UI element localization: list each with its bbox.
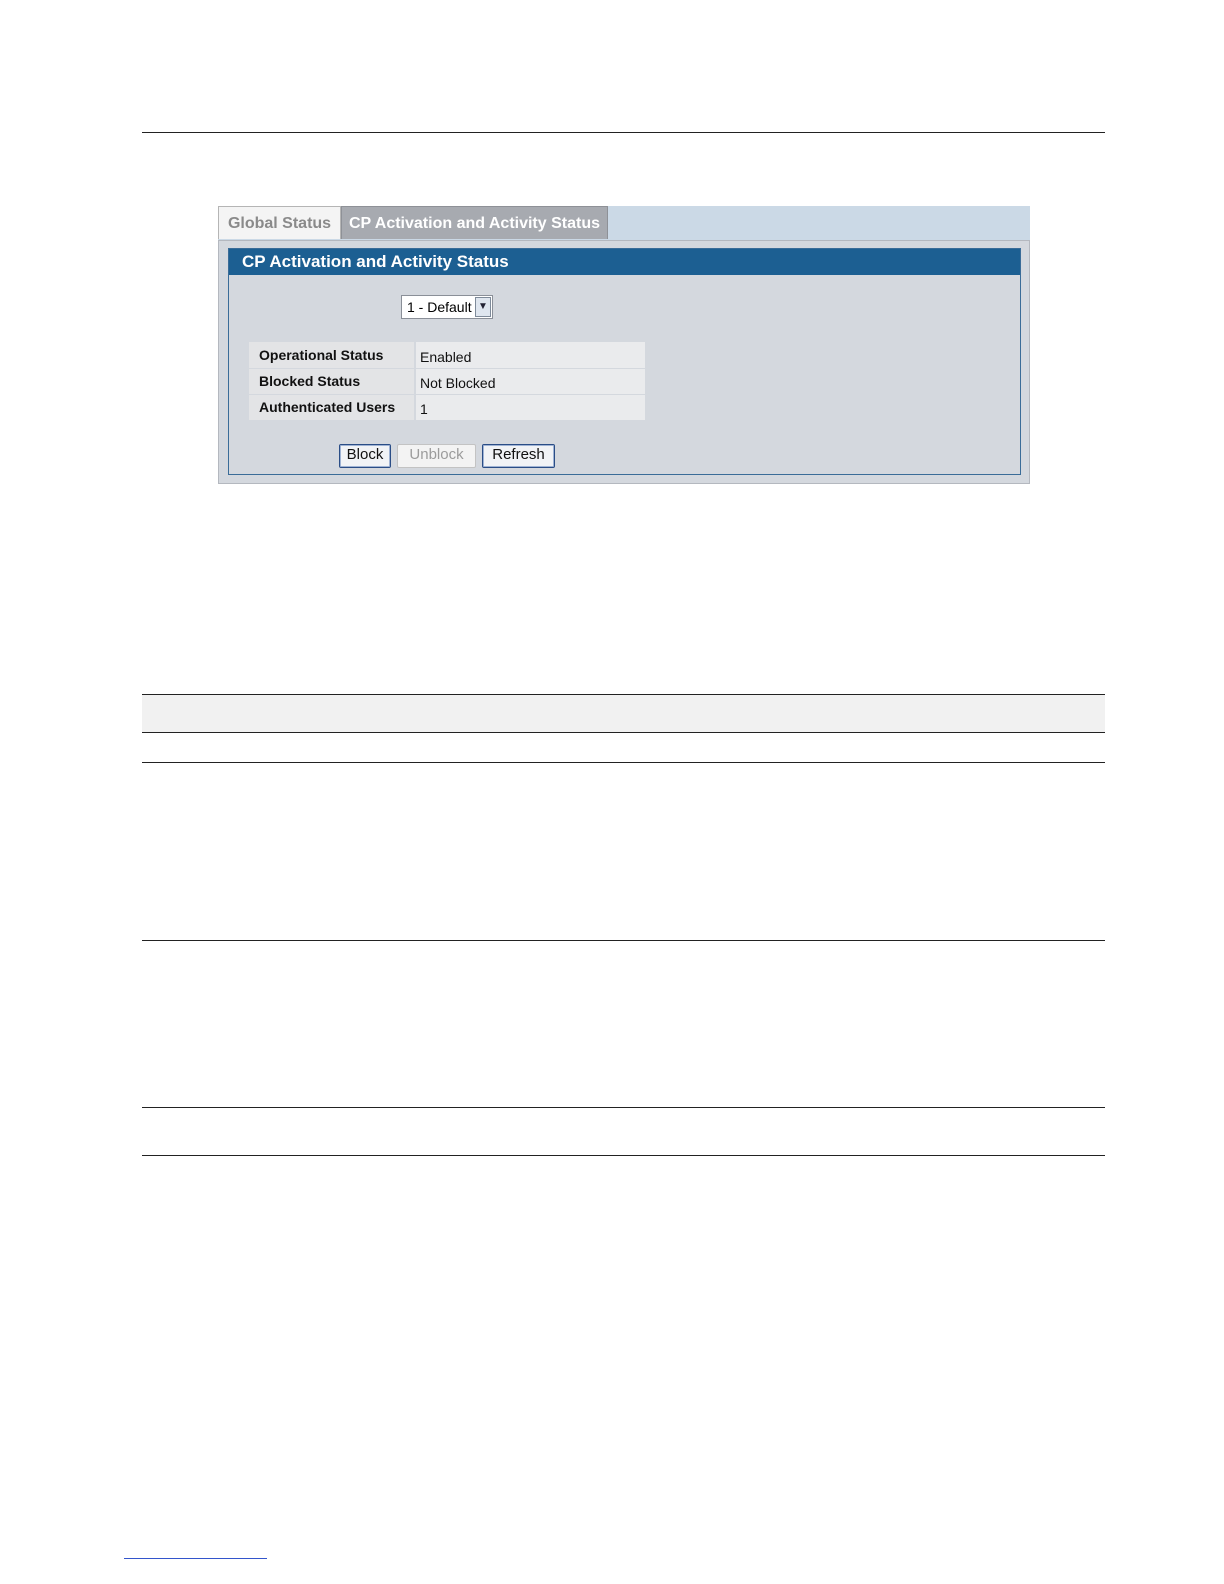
blocked-status-label: Blocked Status	[249, 368, 415, 394]
unblock-button[interactable]: Unblock	[397, 444, 476, 468]
tab-panel	[218, 240, 1030, 484]
table-header-rule	[142, 732, 1105, 733]
chevron-down-icon[interactable]: ▼	[475, 297, 491, 317]
table-row-rule-3	[142, 1107, 1105, 1108]
section-title: CP Activation and Activity Status	[229, 249, 1020, 275]
refresh-button[interactable]: Refresh	[482, 444, 555, 468]
table-row	[249, 342, 645, 368]
tab-cp-activation-status[interactable]: CP Activation and Activity Status	[341, 206, 608, 239]
table-row-rule-2	[142, 940, 1105, 941]
table-header-band	[142, 695, 1105, 732]
configuration-select[interactable]	[401, 295, 493, 319]
blocked-status-value: Not Blocked	[415, 368, 645, 394]
footer-link-underline[interactable]	[124, 1558, 267, 1559]
status-section	[228, 248, 1021, 475]
configuration-select-value: 1 - Default	[407, 299, 472, 315]
table-row	[249, 368, 645, 394]
operational-status-label: Operational Status	[249, 342, 415, 368]
authenticated-users-label: Authenticated Users	[249, 394, 415, 420]
table-row-rule-1	[142, 762, 1105, 763]
table-bottom-rule	[142, 1155, 1105, 1156]
captive-portal-status-screenshot	[218, 206, 1030, 484]
header-rule	[142, 132, 1105, 133]
table-row	[249, 394, 645, 420]
block-button[interactable]: Block	[339, 444, 391, 468]
authenticated-users-value: 1	[415, 394, 645, 420]
tab-bar	[218, 206, 1030, 241]
status-table	[249, 342, 645, 421]
tab-global-status[interactable]: Global Status	[218, 206, 341, 239]
operational-status-value: Enabled	[415, 342, 645, 368]
